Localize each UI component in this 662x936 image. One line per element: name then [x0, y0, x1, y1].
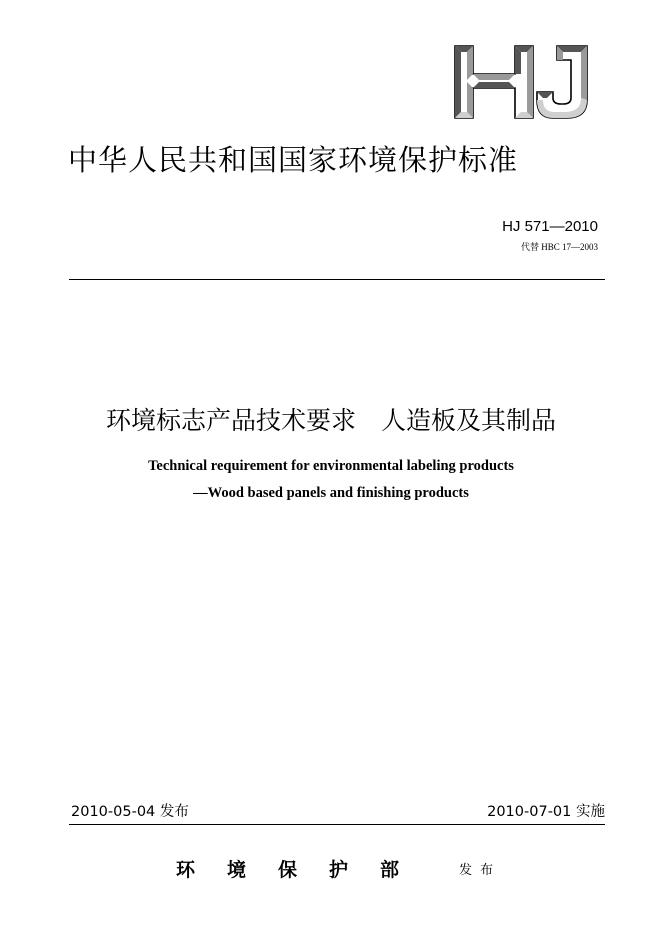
implementation-date: 2010-07-01 实施	[487, 804, 605, 820]
document-title-english-line1: Technical requirement for environmental labeling products	[148, 458, 514, 474]
standard-number: HJ 571—2010	[502, 218, 598, 235]
publisher-name: 环境保护部	[176, 859, 432, 881]
hj-logo-mark	[453, 44, 591, 120]
issue-date: 2010-05-04 发布	[71, 804, 189, 820]
issuer-title: 中华人民共和国国家环境保护标准	[68, 143, 519, 177]
replaces-standard: 代替 HBC 17—2003	[520, 242, 598, 252]
hj-logo	[453, 44, 591, 120]
footer-divider	[69, 824, 605, 825]
document-title-chinese: 环境标志产品技术要求 人造板及其制品	[105, 406, 556, 435]
document-title-english-line2: —Wood based panels and finishing products	[193, 485, 469, 501]
publish-label: 发布	[459, 863, 502, 878]
header-divider	[69, 279, 605, 280]
